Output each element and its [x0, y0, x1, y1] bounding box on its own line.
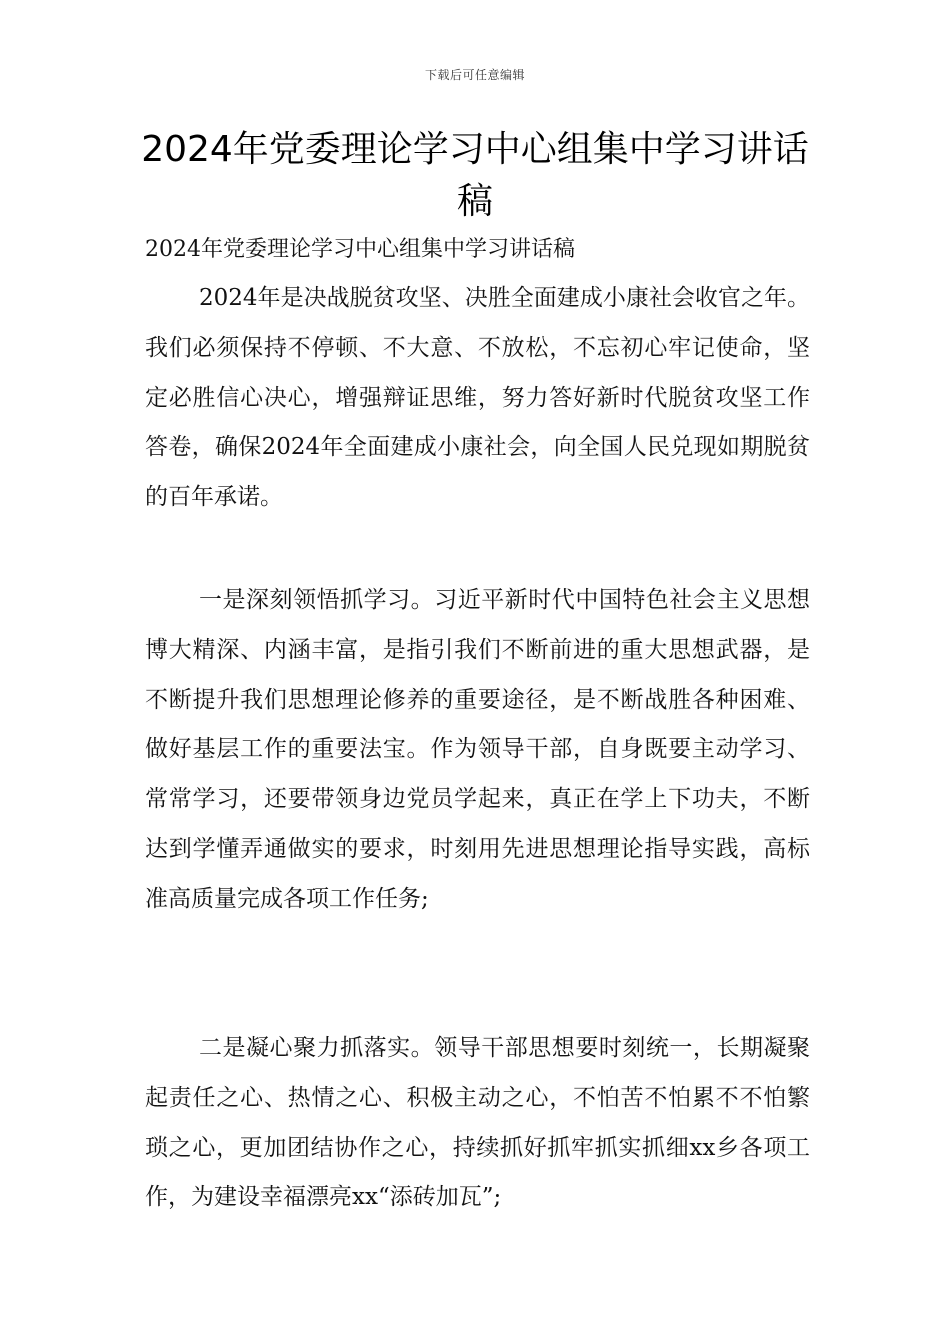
header-note: 下载后可任意编辑 — [424, 68, 525, 82]
document-subtitle: 2024年党委理论学习中心组集中学习讲话稿 — [145, 237, 575, 262]
paragraph-intro: 2024年是决战脱贫攻坚、决胜全面建成小康社会收官之年。我们必须保持不停顿、不大意、不放松，不忘初心牢记使命，坚定必胜信心决心，增强辩证思维，努力答好新时代脱贫攻坚工作答卷，确保2024年全面建成小康社会，向全国人民兑现如期脱贫的百年承诺。 — [145, 285, 810, 511]
document-title: 2024年党委理论学习中心组集中学习讲话稿 — [141, 129, 809, 222]
paragraph-implementation: 二是凝心聚力抓落实。领导干部思想要时刻统一，长期凝聚起责任之心、热情之心、积极主动之心，不怕苦不怕累不不怕繁琐之心，更加团结协作之心，持续抓好抓牢抓实抓细xx乡各项工作，为建设幸福漂亮xx“添砖加瓦”; — [145, 1035, 810, 1211]
paragraph-study: 一是深刻领悟抓学习。习近平新时代中国特色社会主义思想博大精深、内涵丰富，是指引我们不断前进的重大思想武器，是不断提升我们思想理论修养的重要途径，是不断战胜各种困难、做好基层工作的重要法宝。作为领导干部，自身既要主动学习、常常学习，还要带领身边党员学起来，真正在学上下功夫，不断达到学懂弄通做实的要求，时刻用先进思想理论指导实践，高标准高质量完成各项工作任务; — [145, 587, 810, 912]
